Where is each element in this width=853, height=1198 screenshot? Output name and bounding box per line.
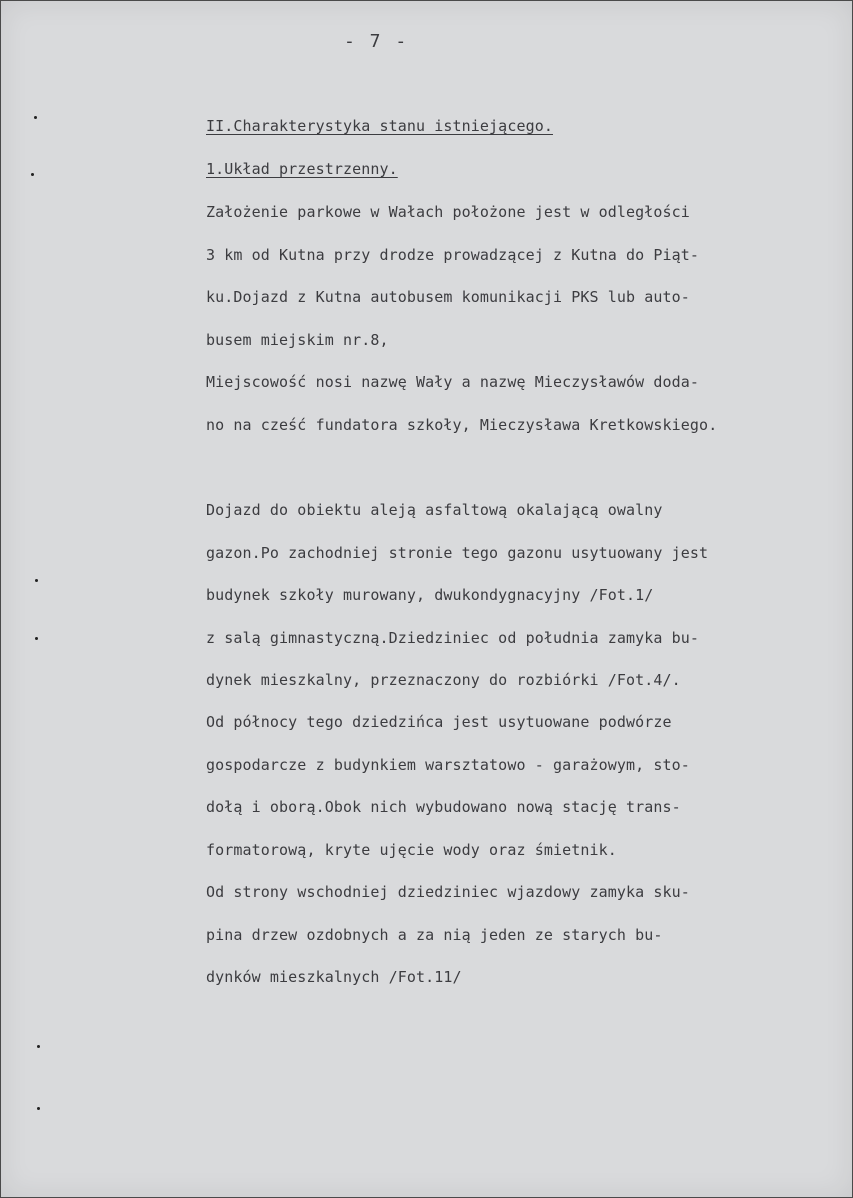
paragraph-2-line: budynek szkoły murowany, dwukondygnacyjny /Fot.1/ [206, 586, 654, 604]
paragraph-2-line: dynków mieszkalnych /Fot.11/ [206, 968, 462, 986]
margin-dot [34, 116, 37, 119]
paragraph-1-line: ku.Dojazd z Kutna autobusem komunikacji PKS lub auto- [206, 288, 690, 306]
paragraph-2-line: dołą i oborą.Obok nich wybudowano nową stację trans- [206, 798, 681, 816]
paragraph-2-line: dynek mieszkalny, przeznaczony do rozbiórki /Fot.4/. [206, 671, 681, 689]
margin-dot [37, 1045, 40, 1048]
paragraph-2-line: gospodarcze z budynkiem warsztatowo - garażowym, sto- [206, 756, 690, 774]
paragraph-2-line: Od strony wschodniej dziedziniec wjazdowy zamyka sku- [206, 883, 690, 901]
margin-dot [35, 579, 38, 582]
paragraph-1-line: busem miejskim nr.8, [206, 331, 389, 349]
paragraph-1-line: no na cześć fundatora szkoły, Mieczysława Kretkowskiego. [206, 416, 718, 434]
margin-dot [31, 173, 34, 176]
margin-dot [37, 1107, 40, 1110]
section-heading: II.Charakterystyka stanu istniejącego. [206, 117, 553, 135]
paragraph-1-line: Założenie parkowe w Wałach położone jest w odległości [206, 203, 690, 221]
page-number: - 7 - [344, 31, 409, 52]
paragraph-2-line: Dojazd do obiektu aleją asfaltową okalającą owalny [206, 501, 663, 519]
paragraph-1-line: 3 km od Kutna przy drodze prowadzącej z Kutna do Piąt- [206, 246, 700, 264]
paragraph-2-line: Od północy tego dziedzińca jest usytuowane podwórze [206, 713, 672, 731]
paragraph-2-line: pina drzew ozdobnych a za nią jeden ze starych bu- [206, 926, 663, 944]
subsection-heading: 1.Układ przestrzenny. [206, 160, 398, 178]
paragraph-2-line: gazon.Po zachodniej stronie tego gazonu usytuowany jest [206, 544, 709, 562]
paragraph-1-line: Miejscowość nosi nazwę Wały a nazwę Mieczysławów doda- [206, 373, 700, 391]
paragraph-2-line: z salą gimnastyczną.Dziedziniec od południa zamyka bu- [206, 629, 700, 647]
paragraph-2-line: formatorową, kryte ujęcie wody oraz śmietnik. [206, 841, 617, 859]
margin-dot [35, 637, 38, 640]
